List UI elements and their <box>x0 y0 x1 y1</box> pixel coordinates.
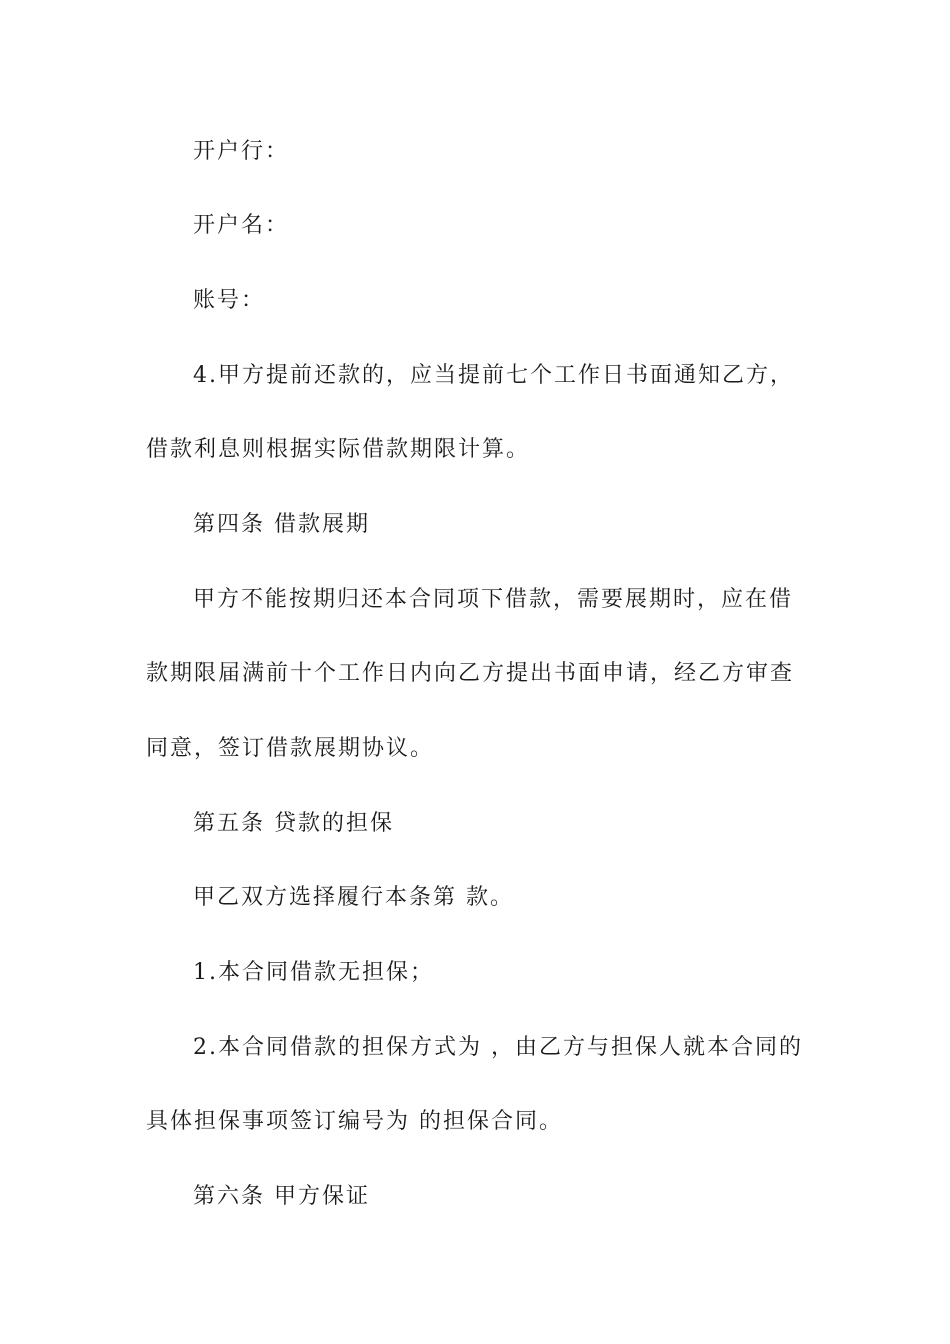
paragraph-line: 4.甲方提前还款的，应当提前七个工作日书面通知乙方， <box>193 363 794 388</box>
paragraph-line: 甲乙双方选择履行本条第 款。 <box>193 885 514 910</box>
article-heading: 第五条 贷款的担保 <box>193 811 394 836</box>
paragraph-line: 甲方不能按期归还本合同项下借款，需要展期时，应在借 <box>193 587 794 612</box>
article-heading: 第四条 借款展期 <box>193 512 370 537</box>
bank-name-label: 开户行： <box>193 139 290 164</box>
account-name-label: 开户名： <box>193 213 290 238</box>
account-number-label: 账号： <box>193 288 266 313</box>
paragraph-line: 借款利息则根据实际借款期限计算。 <box>146 437 531 462</box>
paragraph-line: 具体担保事项签订编号为 的担保合同。 <box>146 1109 563 1134</box>
paragraph-line: 1.本合同借款无担保； <box>193 960 434 985</box>
paragraph-line: 2.本合同借款的担保方式为 ，由乙方与担保人就本合同的 <box>193 1035 803 1060</box>
article-heading: 第六条 甲方保证 <box>193 1184 370 1209</box>
paragraph-line: 款期限届满前十个工作日内向乙方提出书面申请，经乙方审查 <box>146 661 795 686</box>
paragraph-line: 同意，签订借款展期协议。 <box>146 736 435 761</box>
